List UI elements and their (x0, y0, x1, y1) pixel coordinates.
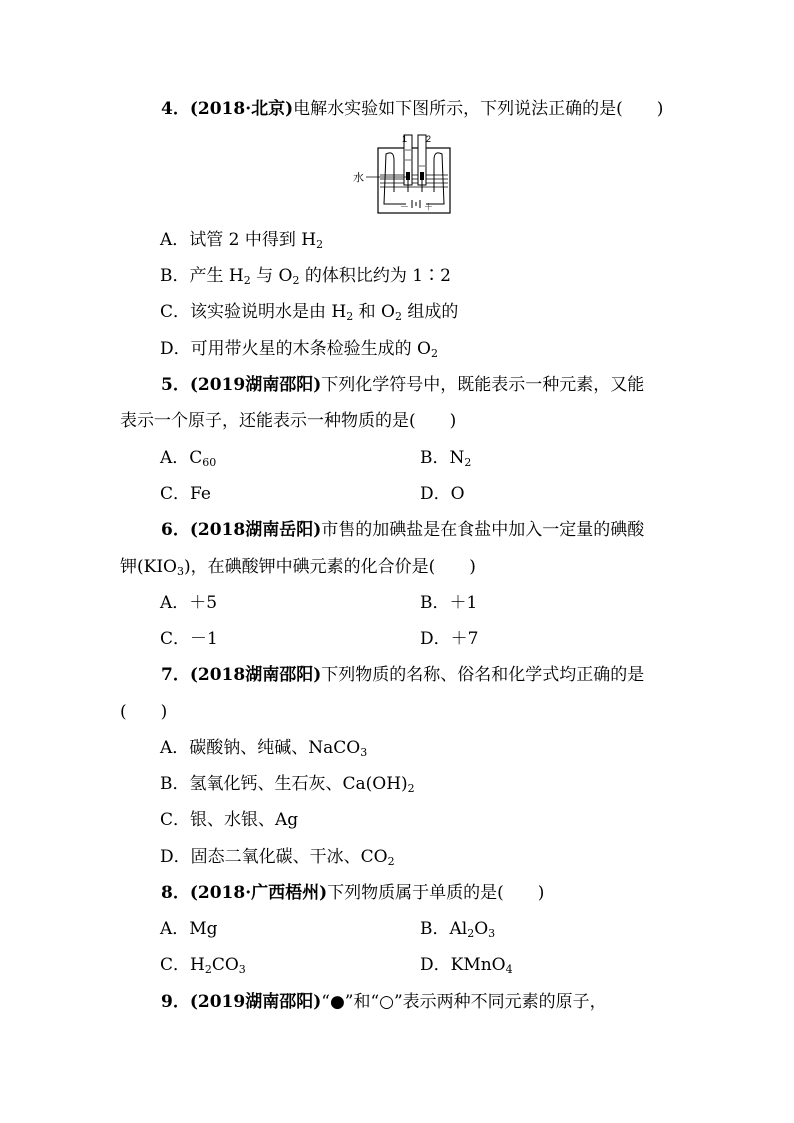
q5-stem-line2: 表示一个原子，还能表示一种物质的是( ) (120, 411, 457, 431)
q4-source: (2018·北京) (189, 99, 294, 119)
tube-label-1: 1 (402, 134, 408, 144)
electrode-right (420, 172, 424, 180)
q7-option-d: D．固态二氧化碳、干冰、$CO_2$ (160, 847, 395, 868)
electrode-left (406, 172, 410, 180)
q5-option-c: C．Fe (160, 484, 211, 504)
q6-option-c: C．－1 (160, 629, 218, 649)
q7-source: (2018湖南邵阳) (189, 665, 322, 685)
battery-plus: ＋ (424, 202, 434, 212)
beaker (378, 148, 450, 213)
q5-option-a: A．$C_{60}$ (160, 448, 217, 469)
q4-option-d: D．可用带火星的木条检验生成的 $O_2$ (160, 339, 438, 360)
q6-option-b: B．＋1 (420, 593, 478, 613)
battery-minus: － (400, 202, 410, 212)
q7-option-a: A．碳酸钠、纯碱、NaCO$_3$ (160, 738, 368, 759)
q8-option-a: A．Mg (160, 919, 218, 939)
q5-option-d: D．O (420, 484, 465, 504)
q9-stem: 9．(2019湖南邵阳)“●”和“○”表示两种不同元素的原子， (161, 992, 607, 1012)
q8-option-c: C．$H_2CO_3$ (160, 955, 246, 976)
q8-option-b: B．$Al_2O_3$ (420, 919, 496, 940)
q4-option-b: B．产生 $H_2$ 与 $O_2$ 的体积比约为 1∶2 (160, 266, 451, 287)
q4-stem (161, 98, 663, 120)
q4-number: 4． (161, 99, 190, 119)
q4-option-c: C．该实验说明水是由 $H_2$ 和 $O_2$ 组成的 (160, 302, 459, 323)
q8-source: (2018·广西梧州) (189, 883, 328, 903)
q8-option-d: D．KMnO$_4$ (420, 955, 513, 976)
q7-stem-line2: ( ) (120, 702, 168, 722)
q6-stem-line2: 钾$(KIO_3)$，在碘酸钾中碘元素的化合价是( ) (120, 557, 476, 578)
q6-stem: 6．(2018湖南岳阳)市售的加碘盐是在食盐中加入一定量的碘酸 (161, 520, 645, 540)
q6-option-d: D．＋7 (420, 629, 479, 649)
q4-option-a: A．试管 2 中得到 $H_2$ (160, 230, 324, 251)
q7-option-b: B．氢氧化钙、生石灰、$Ca(OH)_2$ (160, 774, 415, 795)
electrolysis-diagram (350, 130, 455, 215)
q6-option-a: A．＋5 (160, 593, 218, 613)
q7-option-c: C．银、水银、Ag (160, 810, 299, 830)
q5-stem: 5．(2019湖南邵阳)下列化学符号中，既能表示一种元素，又能 (161, 375, 645, 395)
q6-source: (2018湖南岳阳) (189, 520, 322, 540)
tube-label-2: 2 (426, 134, 432, 144)
q4-stem-text: 电解水实验如下图所示，下列说法正确的是( ) (293, 99, 664, 119)
q7-stem: 7．(2018湖南邵阳)下列物质的名称、俗名和化学式均正确的是 (161, 665, 645, 685)
water-label: 水 (353, 172, 364, 184)
q5-source: (2019湖南邵阳) (189, 375, 322, 395)
q5-option-b: B．$N_2$ (420, 448, 472, 469)
q8-stem: 8．(2018·广西梧州)下列物质属于单质的是( ) (161, 883, 545, 903)
q9-source: (2019湖南邵阳) (189, 992, 322, 1012)
